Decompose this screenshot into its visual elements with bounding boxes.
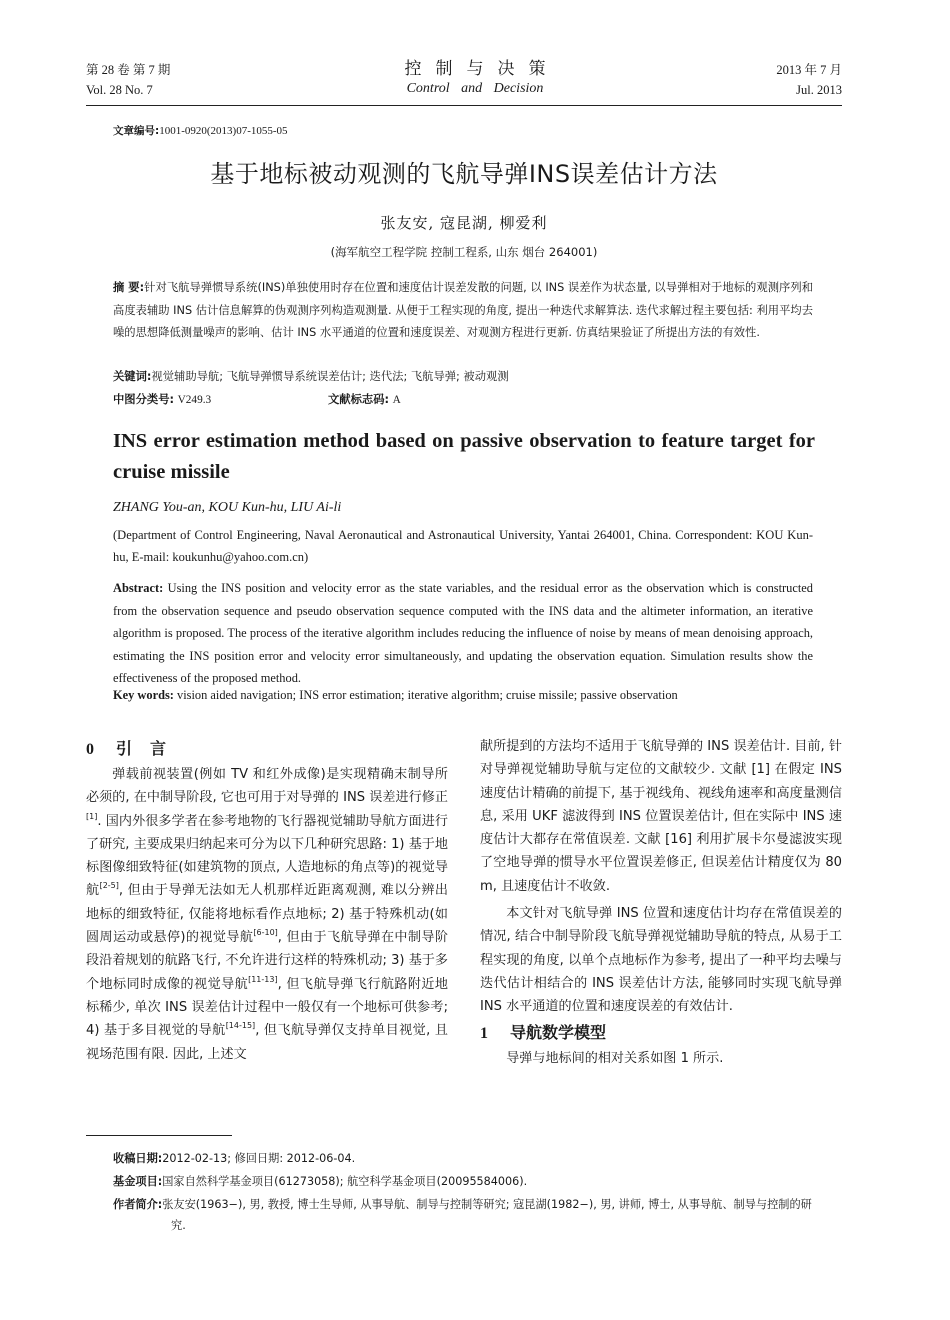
section-heading-introduction (86, 735, 448, 763)
keywords-en-text: vision aided navigation; INS error estimation; iterative algorithm; cruise missile; passive observation (177, 688, 678, 702)
section-title: 导航数学模型 (510, 1022, 607, 1042)
abstract-cn-text: 针对飞航导弹惯导系统(INS)单独使用时存在位置和速度估计误差发散的问题, 以 INS 误差作为状态量, 以导弹相对于地标的观测序列和高度表辅助 INS 估计信息解算的伪观测序列构造观测量. 从便于工程实现的角度, 提出一种迭代求解算法. 迭代求解过程主要包括: 利用平均去噪的思想降低测量噪声的影响、估计 INS 水平通道的位置和速度误差、对观测方程进行更新. 仿真结果验证了所提出方法的有效性. (113, 281, 813, 340)
paragraph: 献所提到的方法均不适用于飞航导弹的 INS 误差估计. 目前, 针对导弹视觉辅助导航与定位的文献较少. 文献 [1] 在假定 INS 速度估计精确的前提下, 基于视线角、视线角速率和高度量测信息, 采用 UKF 滤波得到 INS 位置误差估计, 但在实际中 INS 速度估计大都存在常值误差. 文献 [16] 利用扩展卡尔曼滤波实现了空地导弹的惯导水平位置误差修正, 但误差估计精度仅为 80 m, 且速度估计不收敛. (480, 739, 842, 894)
citation: [6-10] (253, 928, 278, 938)
text-run: , 但由于导弹无法如无人机那样近距离观测, 难以分辨出地标的细致特征, 仅能将地标看作点地标; 2) 基于特殊机动(如圆周运动或悬停)的视觉导航 (86, 883, 449, 946)
footnote-text: 2012-02-13; 修回日期: 2012-06-04. (162, 1152, 356, 1165)
section-number: 0 (86, 741, 94, 758)
paragraph: 本文针对飞航导弹 INS 位置和速度估计均存在常值误差的情况, 结合中制导阶段飞航导弹视觉辅助导航的特点, 从易于工程实现的角度, 以单个点地标作为参考, 提出了一种平均去噪与迭代估计相结合的 INS 误差估计方法, 能够同时实现飞航导弹 INS 水平通道的位置和速度误差的有效估计. (480, 906, 842, 1015)
text-run: 弹载前视装置(例如 TV 和红外成像)是实现精确末制导所必须的, 在中制导阶段, 它也可用于对导弹的 INS 误差进行修正 (86, 767, 448, 806)
keywords-cn (113, 368, 509, 384)
footnote-label: 收稿日期: (113, 1152, 163, 1165)
volume-en: Vol. 28 No. 7 (86, 83, 153, 97)
keywords-en (113, 688, 678, 703)
footnote-rule (86, 1135, 232, 1136)
document-code-label: 文献标志码: (328, 393, 390, 406)
classification-value: V249.3 (177, 394, 212, 406)
abstract-en (113, 577, 813, 690)
affiliation-en: (Department of Control Engineering, Naval Aeronautical and Astronautical University, Yantai 264001, China. Correspondent: KOU Kun-hu, E-mail: koukunhu@yahoo.com.cn) (113, 528, 813, 564)
authors-en: ZHANG You-an, KOU Kun-hu, LIU Ai-li (113, 500, 342, 515)
citation: [2-5] (99, 881, 119, 891)
footnote-funding (113, 1171, 821, 1192)
section-heading-model (480, 1019, 842, 1047)
footnote-text: 张友安(1963−), 男, 教授, 博士生导师, 从事导航、制导与控制等研究; 寇昆湖(1982−), 男, 讲师, 博士, 从事导航、制导与控制的研究. (162, 1198, 812, 1232)
issue-date (776, 60, 842, 100)
abstract-en-label: Abstract: (113, 581, 164, 595)
footnote-text: 国家自然科学基金项目(61273058); 航空科学基金项目(20095584006). (162, 1175, 528, 1188)
issue-date-cn: 2013 年 7 月 (776, 63, 842, 77)
footnote-label: 基金项目: (113, 1175, 163, 1188)
article-number (113, 123, 288, 138)
authors-cn: 张友安, 寇昆湖, 柳爱利 (380, 214, 548, 232)
article-number-value: 1001-0920(2013)07-1055-05 (159, 125, 288, 137)
keywords-cn-label: 关键词: (113, 370, 152, 383)
citation: [1] (86, 811, 98, 821)
paper-title-cn: 基于地标被动观测的飞航导弹INS误差估计方法 (210, 160, 718, 188)
classification-number (113, 391, 211, 407)
footnote-label: 作者简介: (113, 1198, 163, 1211)
section-title: 引言 (116, 739, 185, 758)
affiliation-cn: (海军航空工程学院 控制工程系, 山东 烟台 264001) (330, 245, 598, 259)
footnote-dates (113, 1148, 821, 1169)
journal-name-cn: 控制与决策 (404, 59, 560, 79)
volume-cn: 第 28 卷 第 7 期 (86, 63, 171, 77)
body-column-left (86, 735, 448, 1066)
issue-date-en: Jul. 2013 (796, 83, 842, 97)
header-rule (86, 105, 842, 106)
text-run: . 国内外很多学者在参考地物的飞行器视觉辅助导航方面进行了研究, 主要成果归纳起来可分为以下几种研究思路: 1) 基于地标图像细致特征(如建筑物的顶点, 人造地标的角点等)的视觉导航 (86, 813, 448, 899)
text-run: , 但飞航导弹飞行航路附近地标稀少, 单次 INS 误差估计过程中一般仅有一个地标可供参考; 4) 基于多目视觉的导航 (86, 976, 449, 1039)
footnote-bio (113, 1194, 821, 1236)
text-run: , 但由于飞航导弹在中制导阶段沿着规划的航路飞行, 不允许进行这样的特殊机动; 3) 基于多个地标同时成像的视觉导航 (86, 930, 449, 992)
article-number-label: 文章编号: (113, 125, 160, 137)
body-column-right (480, 735, 842, 1070)
abstract-cn-label: 摘 要: (113, 281, 145, 294)
paper-title-en: INS error estimation method based on passive observation to feature target for cruise missile (113, 430, 815, 483)
section-number: 1 (480, 1024, 488, 1042)
paragraph (86, 763, 448, 1066)
text-run: , 但飞航导弹仅支持单目视觉, 且视场范围有限. 因此, 上述文 (86, 1023, 448, 1062)
paragraph: 导弹与地标间的相对关系如图 1 所示. (506, 1050, 724, 1066)
document-code-value: A (392, 394, 401, 406)
classification-label: 中图分类号: (113, 393, 175, 406)
keywords-en-label: Key words: (113, 688, 174, 702)
abstract-cn (113, 277, 813, 345)
citation: [14-15] (225, 1021, 256, 1031)
citation: [11-13] (248, 974, 278, 984)
abstract-en-text: Using the INS position and velocity error as the state variables, and the residual error as the observation which is constructed from the observation sequence and pseudo observation sequence computed with the INS data and the altimeter information, an iterative algorithm is proposed. The process of the iterative algorithm includes reducing the influence of noise by means of mean denoising approach, estimating the INS position error and velocity error simultaneously, and updating the observation equation. Simulation results show the effectiveness of the proposed method. (113, 581, 813, 686)
document-code (328, 391, 401, 407)
journal-name-en: Control and Decision (406, 81, 544, 96)
keywords-cn-text: 视觉辅助导航; 飞航导弹惯导系统误差估计; 迭代法; 飞航导弹; 被动观测 (151, 370, 509, 383)
